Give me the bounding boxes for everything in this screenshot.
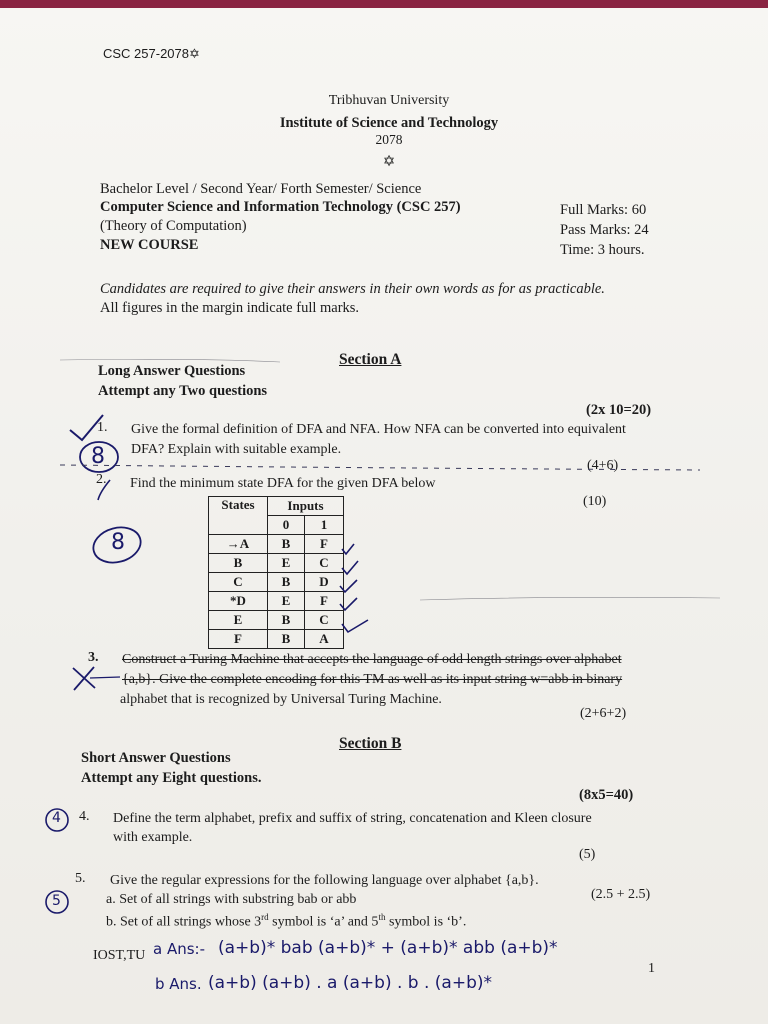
q3-number: 3.	[88, 650, 99, 665]
faint-line	[420, 597, 720, 600]
handwritten-score-q1: 8	[91, 444, 105, 469]
header-inputs: Inputs	[268, 497, 344, 516]
q5-part-b-mid: symbol is ‘a’ and 5	[268, 914, 379, 930]
handwritten-answer-a-label: a Ans:-	[153, 940, 206, 958]
q2-text: Find the minimum state DFA for the given DFA below	[130, 476, 436, 491]
tick-mark-icon	[70, 415, 103, 440]
transition-1-cell: A	[305, 630, 344, 649]
transition-0-cell: B	[268, 535, 305, 554]
score-circle-icon	[46, 891, 68, 913]
header-states: States	[209, 497, 268, 535]
subject-title: (Theory of Computation)	[100, 218, 247, 234]
section-a-marks: (2x 10=20)	[586, 402, 652, 418]
exam-year: 2078	[375, 132, 403, 147]
handwritten-answer-b-label: b Ans.	[155, 975, 202, 993]
handwritten-answer-a: (a+b)* bab (a+b)* + (a+b)* abb (a+b)*	[218, 938, 558, 958]
state-cell: C	[209, 573, 268, 592]
exam-time: Time: 3 hours.	[560, 242, 645, 258]
tick-mark-icon	[340, 580, 357, 592]
header-input-1: 1	[305, 516, 344, 535]
section-b-marks: (8x5=40)	[579, 787, 634, 803]
state-cell: F	[209, 630, 268, 649]
q5-part-b-sup1: rd	[261, 912, 269, 922]
q5-part-b-post: symbol is ‘b’.	[385, 914, 467, 930]
separator-line	[60, 465, 700, 470]
pen-stroke-icon	[90, 677, 120, 678]
state-cell: →A	[209, 535, 268, 554]
transition-1-cell: C	[305, 611, 344, 630]
handwritten-score-q4: 4	[52, 810, 61, 826]
tick-mark-icon	[340, 598, 357, 610]
transition-1-cell: F	[305, 535, 344, 554]
tick-mark-icon	[342, 544, 354, 554]
q4-marks: (5)	[579, 847, 596, 862]
tick-mark-icon	[342, 561, 358, 574]
q3-marks: (2+6+2)	[580, 706, 627, 721]
star-icon: ✡	[189, 46, 200, 61]
q3-text-line3: alphabet that is recognized by Universal Turing Machine.	[120, 692, 442, 707]
full-marks: Full Marks: 60	[560, 202, 647, 218]
score-circle-icon	[46, 809, 68, 831]
handwritten-answer-b: (a+b) (a+b) . a (a+b) . b . (a+b)*	[208, 973, 493, 993]
pen-stroke-icon	[98, 480, 110, 500]
level-line: Bachelor Level / Second Year/ Forth Semester/ Science	[100, 181, 422, 197]
section-a-title: Section A	[339, 351, 402, 368]
q1-number: 1.	[97, 420, 108, 435]
state-cell: *D	[209, 592, 268, 611]
q3-line1-text: Construct a Turing Machine that accepts the language of odd length strings over alphabet	[122, 652, 622, 667]
header-input-0: 0	[268, 516, 305, 535]
q2-marks: (10)	[583, 494, 607, 509]
q5-part-b-sup2: th	[378, 912, 386, 922]
state-cell: B	[209, 554, 268, 573]
pass-marks: Pass Marks: 24	[560, 222, 649, 238]
transition-1-cell: C	[305, 554, 344, 573]
transition-1-cell: F	[305, 592, 344, 611]
course-code-text: CSC 257-2078	[103, 46, 189, 61]
handwritten-score-q2: 8	[111, 530, 125, 555]
footer-iost: IOST,TU	[93, 948, 146, 963]
instruction-answers: Candidates are required to give their answers in their own words as for as practicable.	[100, 281, 605, 297]
section-b-title: Section B	[339, 735, 402, 752]
tick-mark-icon	[342, 620, 368, 632]
q4-number: 4.	[79, 809, 90, 824]
instruction-margins: All figures in the margin indicate full marks.	[100, 300, 360, 316]
star-icon: ✡	[382, 154, 396, 170]
course-title: Computer Science and Information Technology (CSC 257)	[100, 199, 461, 215]
q1-marks: (4+6)	[587, 458, 619, 473]
page-number: 1	[648, 961, 655, 976]
transition-1-cell: D	[305, 573, 344, 592]
transition-0-cell: E	[268, 554, 305, 573]
q5-text-line1: Give the regular expressions for the following language over alphabet {a,b}.	[110, 873, 539, 888]
transition-0-cell: B	[268, 573, 305, 592]
q5-number: 5.	[75, 871, 86, 886]
transition-0-cell: B	[268, 630, 305, 649]
transition-0-cell: E	[268, 592, 305, 611]
q1-text-line2: DFA? Explain with suitable example.	[131, 442, 342, 457]
q5-part-b-pre: b. Set of all strings whose 3	[106, 914, 262, 930]
q5-part-a: a. Set of all strings with substring bab or abb	[106, 892, 357, 907]
q2-number: 2.	[96, 472, 107, 487]
faint-line	[60, 359, 280, 362]
new-course-label: NEW COURSE	[100, 237, 199, 253]
handwritten-score-q5: 5	[52, 893, 61, 909]
university-name: Tribhuvan University	[328, 93, 450, 108]
section-a-attempt: Attempt any Two questions	[98, 383, 268, 399]
section-a-heading: Long Answer Questions	[98, 363, 246, 379]
state-cell: E	[209, 611, 268, 630]
transition-0-cell: B	[268, 611, 305, 630]
q4-text-line2: with example.	[113, 830, 193, 845]
institute-name: Institute of Science and Technology	[279, 115, 499, 131]
q3-line2-text: {a,b}. Give the complete encoding for this TM as well as its input string w=abb in binary	[122, 672, 623, 687]
score-circle-icon	[89, 522, 144, 567]
q1-text-line1: Give the formal definition of DFA and NFA. How NFA can be converted into equivalent	[131, 422, 626, 437]
q4-text-line1: Define the term alphabet, prefix and suffix of string, concatenation and Kleen closure	[113, 811, 592, 826]
section-b-heading: Short Answer Questions	[81, 750, 231, 766]
section-b-attempt: Attempt any Eight questions.	[81, 770, 262, 786]
q5-marks: (2.5 + 2.5)	[591, 887, 651, 902]
score-circle-icon	[80, 442, 118, 472]
